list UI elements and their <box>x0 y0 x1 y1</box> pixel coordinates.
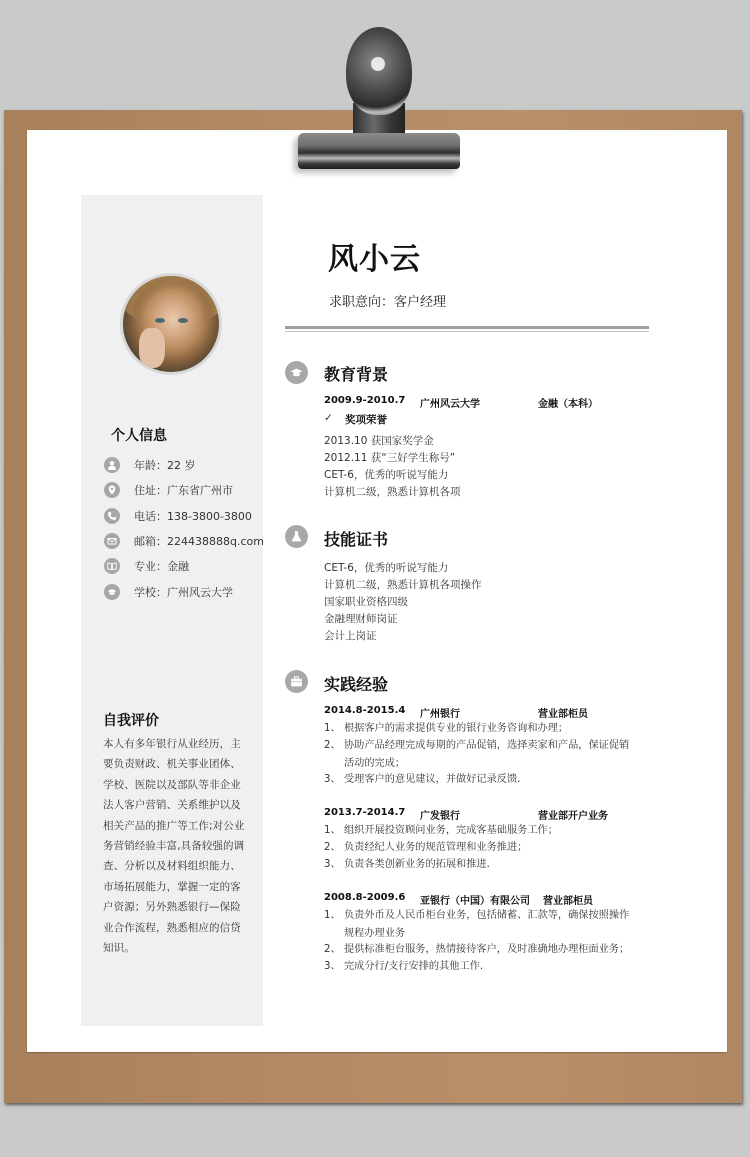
item-number: 3、 <box>324 961 341 972</box>
info-label: 专业： <box>134 560 167 573</box>
job-item <box>324 720 634 738</box>
info-label: 邮箱： <box>134 535 167 548</box>
job-item <box>324 822 634 840</box>
job-period: 2014.8-2015.4 <box>324 705 406 716</box>
education-school: 广州风云大学 <box>420 399 480 410</box>
info-row-major <box>104 556 189 576</box>
item-text: 根据客户的需求提供专业的银行业务咨询和办理； <box>344 723 569 734</box>
skills-title: 技能证书 <box>324 530 389 549</box>
header-divider <box>285 326 649 329</box>
binder-clip <box>298 25 460 170</box>
item-number: 3、 <box>324 774 341 785</box>
job-objective: 求职意向：客户经理 <box>329 295 447 310</box>
info-row-address <box>104 480 233 500</box>
briefcase-icon <box>285 670 308 693</box>
education-line: CET-6，优秀的听说写能力 <box>324 469 449 481</box>
item-number: 1、 <box>324 723 341 734</box>
item-number: 3、 <box>324 859 341 870</box>
job-company: 广州银行 <box>420 709 460 720</box>
info-value: 138-3800-3800 <box>167 509 252 523</box>
job-company: 广发银行 <box>420 811 460 822</box>
info-row-school <box>104 582 233 602</box>
info-label: 年龄： <box>134 459 167 472</box>
item-text: 组织开展投资顾问业务，完成客基础服务工作； <box>344 825 558 836</box>
flask-icon <box>285 525 308 548</box>
info-row-age <box>104 455 196 475</box>
avatar-hand <box>139 328 165 368</box>
item-text: 负责各类创新业务的拓展和推进. <box>344 859 490 870</box>
info-label: 学校： <box>134 586 167 599</box>
info-value: 广东省广州市 <box>167 484 233 497</box>
skill-line: 计算机二级，熟悉计算机各项操作 <box>324 579 482 591</box>
self-eval-title: 自我评价 <box>103 713 159 729</box>
avatar-eye <box>178 318 188 323</box>
job-item <box>324 856 634 874</box>
skill-line: 金融理财师岗证 <box>324 613 398 625</box>
item-text: 负责外币及人民币柜台业务，包括储蓄、汇款等，确保按照操作规程办理业务 <box>344 910 630 939</box>
avatar-eye <box>155 318 165 323</box>
education-line: 2012.11 获“三好学生称号” <box>324 452 456 464</box>
graduation-cap-icon <box>104 584 120 600</box>
job-item <box>324 941 634 959</box>
clip-ring <box>346 27 412 115</box>
location-pin-icon <box>104 482 120 498</box>
job-role: 营业部开户业务 <box>538 811 608 822</box>
job-item <box>324 839 634 857</box>
graduation-cap-icon <box>285 361 308 384</box>
skill-line: 国家职业资格四级 <box>324 596 408 608</box>
info-row-phone <box>104 506 252 526</box>
item-text: 提供标准柜台服务，热情接待客户，及时准确地办理柜面业务； <box>344 944 630 955</box>
job-item <box>324 958 634 976</box>
item-text: 负责经纪人业务的规范管理和业务推进； <box>344 842 528 853</box>
user-icon <box>104 457 120 473</box>
info-value: 224438888q.com <box>167 534 264 548</box>
education-major: 金融（本科） <box>538 399 598 410</box>
item-number: 2、 <box>324 842 341 853</box>
self-eval-text: 本人有多年银行从业经历，主要负责财政、机关事业团体、学校、医院以及部队等非企业法人客户营销、关系维护以及相关产品的推广等工作;对公业务营销经验丰富,具备较强的调查、分析以及材料组织能力、市场拓展能力，掌握一定的客户资源；另外熟悉银行—保险业合作流程，熟悉相应的信贷知识。 <box>103 738 245 955</box>
job-item <box>324 771 634 789</box>
job-period: 2008.8-2009.6 <box>324 892 406 903</box>
job-item <box>324 737 634 772</box>
info-value: 金融 <box>167 560 189 573</box>
item-number: 1、 <box>324 825 341 836</box>
header-divider-thin <box>285 331 649 332</box>
clip-jaw <box>298 133 460 169</box>
info-value: 22 岁 <box>167 459 196 472</box>
education-line: 2013.10 获国家奖学金 <box>324 435 434 447</box>
job-role: 营业部柜员 <box>538 709 588 720</box>
item-number: 2、 <box>324 740 341 751</box>
skill-line: CET-6，优秀的听说写能力 <box>324 562 449 574</box>
education-title: 教育背景 <box>324 365 389 384</box>
item-number: 2、 <box>324 944 341 955</box>
avatar <box>120 273 222 375</box>
skill-line: 会计上岗证 <box>324 630 377 642</box>
avatar-hair <box>120 273 222 326</box>
job-period: 2013.7-2014.7 <box>324 807 406 818</box>
personal-info-title: 个人信息 <box>111 428 167 444</box>
candidate-name: 风小云 <box>328 242 421 277</box>
info-value: 广州风云大学 <box>167 586 233 599</box>
item-text: 受理客户的意见建议，并做好记录反馈. <box>344 774 521 785</box>
experience-title: 实践经验 <box>324 675 389 694</box>
item-number: 1、 <box>324 910 341 921</box>
job-role: 营业部柜员 <box>543 896 593 907</box>
clip-hole <box>371 57 385 71</box>
email-icon <box>104 533 120 549</box>
info-label: 电话： <box>134 510 167 523</box>
book-icon <box>104 558 120 574</box>
job-company: 亚银行（中国）有限公司 <box>420 896 530 907</box>
item-text: 协助产品经理完成每期的产品促销，选择卖家和产品，保证促销活动的完成； <box>344 740 630 769</box>
education-line: 计算机二级，熟悉计算机各项 <box>324 486 461 498</box>
honors-title: 奖项荣誉 <box>345 414 387 426</box>
phone-icon <box>104 508 120 524</box>
info-label: 住址： <box>134 484 167 497</box>
education-period: 2009.9-2010.7 <box>324 395 406 406</box>
item-text: 完成分行/支行安排的其他工作. <box>344 961 484 972</box>
job-item <box>324 907 634 942</box>
info-row-email <box>104 531 264 551</box>
check-icon: ✓ <box>324 412 333 424</box>
